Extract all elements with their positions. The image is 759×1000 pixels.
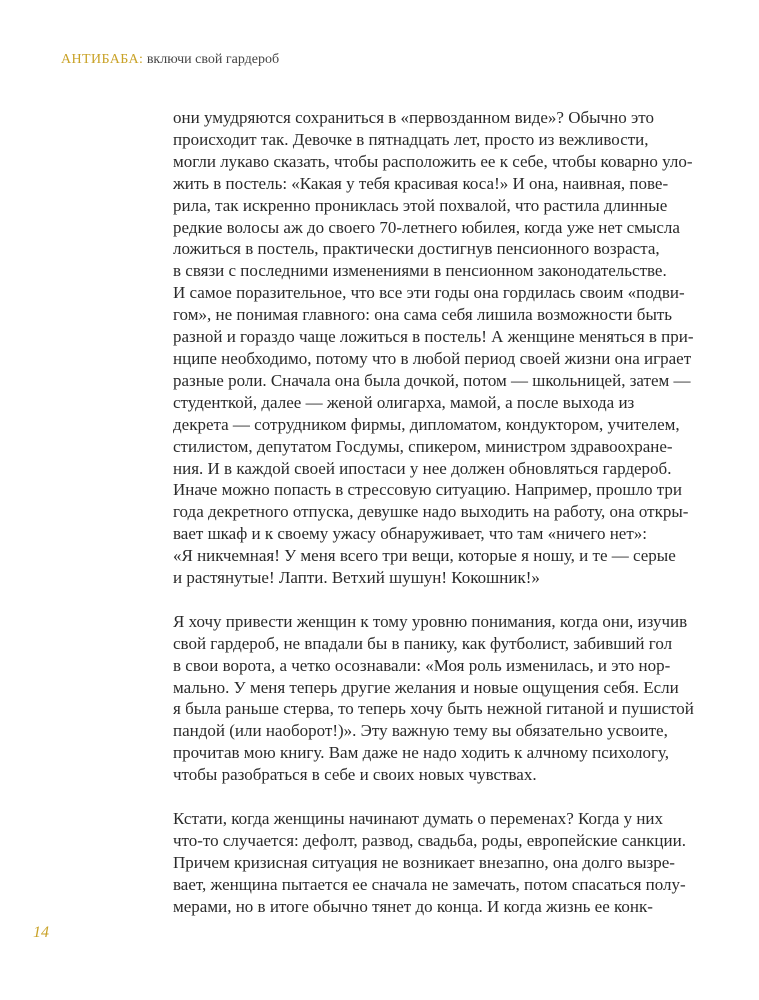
text-line: редкие волосы аж до своего 70-летнего юбилея, когда уже нет смысла bbox=[173, 217, 680, 237]
text-line: чтобы разобраться в себе и своих новых чувствах. bbox=[173, 765, 537, 785]
text-line: И самое поразительное, что все эти годы она гордилась своим «подви- bbox=[173, 283, 685, 303]
text-line: Кстати, когда женщины начинают думать о переменах? Когда у них bbox=[173, 808, 664, 828]
text-line: пандой (или наоборот!)». Эту важную тему вы обязательно усвоите, bbox=[173, 721, 668, 741]
body-text bbox=[173, 107, 693, 918]
chapter-title: включи свой гардероб bbox=[146, 52, 280, 67]
text-line: мально. У меня теперь другие желания и новые ощущения себя. Если bbox=[173, 677, 679, 697]
paragraph-2 bbox=[173, 611, 693, 786]
text-line: что-то случается: дефолт, развод, свадьба, роды, европейские санкции. bbox=[173, 830, 686, 850]
text-line: в связи с последними изменениями в пенсионном законодательстве. bbox=[173, 261, 667, 281]
text-line: и растянутые! Лапти. Ветхий шушун! Кокошник!» bbox=[173, 568, 540, 588]
paragraph-1 bbox=[173, 107, 693, 589]
text-line: мерами, но в итоге обычно тянет до конца. И когда жизнь ее конк- bbox=[173, 896, 653, 916]
text-line: года декретного отпуска, девушке надо выходить на работу, она откры- bbox=[173, 502, 689, 522]
text-line: стилистом, депутатом Госдумы, спикером, министром здравоохране- bbox=[173, 436, 673, 456]
running-head bbox=[61, 50, 279, 70]
text-line: Иначе можно попасть в стрессовую ситуацию. Например, прошло три bbox=[173, 480, 682, 500]
text-line: Я хочу привести женщин к тому уровню понимания, когда они, изучив bbox=[173, 611, 688, 631]
text-line: я была раньше стерва, то теперь хочу быть нежной гитаной и пушистой bbox=[173, 699, 694, 719]
text-line: студенткой, далее — женой олигарха, мамой, а после выхода из bbox=[173, 392, 635, 412]
text-line: могли лукаво сказать, чтобы расположить ее к себе, чтобы коварно уло- bbox=[173, 151, 693, 171]
text-line: вает шкаф и к своему ужасу обнаруживает, что там «ничего нет»: bbox=[173, 524, 647, 544]
text-line: жить в постель: «Какая у тебя красивая коса!» И она, наивная, пове- bbox=[173, 173, 669, 193]
text-line: ложиться в постель, практически достигнув пенсионного возраста, bbox=[173, 239, 660, 259]
text-line: они умудряются сохраниться в «первозданном виде»? Обычно это bbox=[173, 108, 654, 127]
text-line: гом», не понимая главного: она сама себя лишила возможности быть bbox=[173, 305, 673, 325]
text-line: свой гардероб, не впадали бы в панику, как футболист, забивший гол bbox=[173, 633, 673, 653]
text-line: разной и гораздо чаще ложиться в постель! А женщине меняться в при- bbox=[173, 327, 694, 347]
text-line: происходит так. Девочке в пятнадцать лет, просто из вежливости, bbox=[173, 129, 649, 149]
text-line: нципе необходимо, потому что в любой период своей жизни она играет bbox=[173, 348, 692, 368]
text-line: ния. И в каждой своей ипостаси у нее должен обновляться гардероб. bbox=[173, 458, 672, 478]
text-line: разные роли. Сначала она была дочкой, потом — школьницей, затем — bbox=[173, 370, 691, 390]
page-number: 14 bbox=[33, 924, 49, 941]
text-line: прочитав мою книгу. Вам даже не надо ходить к алчному психологу, bbox=[173, 743, 669, 763]
paragraph-3 bbox=[173, 808, 693, 918]
text-line: «Я никчемная! У меня всего три вещи, которые я ношу, и те — серые bbox=[173, 546, 676, 566]
text-line: декрета — сотрудником фирмы, дипломатом, кондуктором, учителем, bbox=[173, 414, 680, 434]
book-title: АНТИБАБА: bbox=[61, 52, 144, 67]
text-line: Причем кризисная ситуация не возникает внезапно, она долго вызре- bbox=[173, 852, 675, 872]
text-line: вает, женщина пытается ее сначала не замечать, потом спасаться полу- bbox=[173, 874, 686, 894]
text-line: в свои ворота, а четко осознавали: «Моя роль изменилась, и это нор- bbox=[173, 655, 671, 675]
text-line: рила, так искренно прониклась этой похвалой, что растила длинные bbox=[173, 195, 668, 215]
